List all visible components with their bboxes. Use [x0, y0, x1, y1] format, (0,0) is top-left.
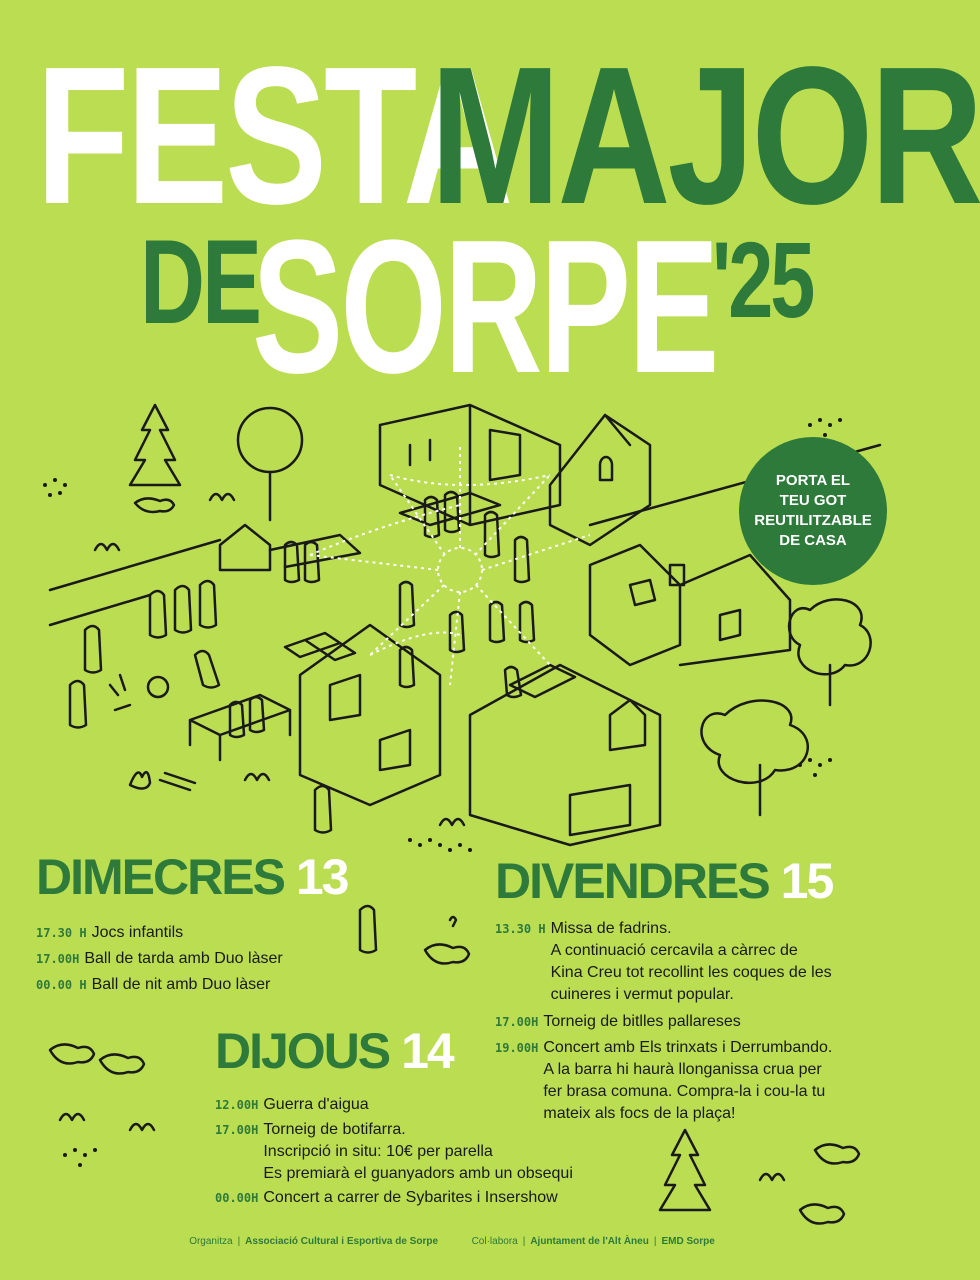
badge-line: PORTA EL — [775, 472, 851, 489]
title-de: DE — [140, 215, 260, 349]
event-time: 00.00H — [215, 1191, 259, 1205]
colabora-name-1: Ajuntament de l'Alt Àneu — [530, 1236, 649, 1247]
event-time: 17.00H — [215, 1123, 259, 1137]
event-line: Torneig de botifarra. — [263, 1121, 406, 1138]
event-line: Concert a carrer de Sybarites i Insershow — [263, 1189, 558, 1206]
event-line: Torneig de bitlles pallareses — [543, 1013, 741, 1030]
event-line: fer brasa comuna. Compra-la i cou-la tu — [543, 1083, 826, 1100]
footer-credits: Organitza | Associació Cultural i Esportiva de Sorpe Col·labora | Ajuntament de l'Alt Àneu | EMD Sorpe — [189, 1236, 715, 1247]
day-name: DIVENDRES — [495, 853, 769, 909]
event-line: A la barra hi haurà llonganissa crua per — [543, 1061, 822, 1078]
event-line: Ball de tarda amb Duo làser — [84, 950, 283, 967]
organitza-label: Organitza — [189, 1236, 233, 1247]
event-time: 19.00H — [495, 1041, 539, 1055]
day-name: DIJOUS — [215, 1023, 390, 1079]
colabora-name-2: EMD Sorpe — [661, 1236, 715, 1247]
badge-line: TEU GOT — [779, 492, 847, 509]
event-line: A continuació cercavila a càrrec de — [550, 942, 798, 959]
event-line: Guerra d'aigua — [263, 1096, 369, 1113]
event-line: cuineres i vermut popular. — [550, 986, 734, 1003]
day-number: 15 — [780, 853, 833, 909]
village-festival-illustration — [30, 385, 890, 855]
doodles-lower — [30, 880, 890, 1220]
event-line: Es premiarà el guanyadors amb un obsequi — [263, 1165, 573, 1182]
badge-line: REUTILITZABLE — [754, 512, 872, 529]
event-line: Kina Creu tot recollint les coques de les — [550, 964, 832, 981]
event-time: 17.00H — [36, 952, 80, 966]
event-time: 13.30 H — [495, 922, 546, 936]
title-year: '25 — [712, 219, 813, 340]
colabora-label: Col·labora — [471, 1236, 518, 1247]
event-time: 17.00H — [495, 1015, 539, 1029]
event-line: Ball de nit amb Duo làser — [91, 976, 271, 993]
reusable-cup-badge — [739, 437, 887, 585]
event-line: Missa de fadrins. — [550, 920, 672, 937]
badge-line: DE CASA — [779, 532, 847, 549]
day-number: 14 — [401, 1023, 453, 1079]
event-line: Inscripció in situ: 10€ per parella — [263, 1143, 493, 1160]
event-time: 00.00 H — [36, 978, 87, 992]
event-line: Concert amb Els trinxats i Derrumbando. — [543, 1039, 833, 1056]
day-name: DIMECRES — [36, 849, 284, 905]
event-line: Jocs infantils — [91, 924, 184, 941]
event-time: 17.30 H — [36, 926, 87, 940]
event-time: 12.00H — [215, 1098, 259, 1112]
day-number: 13 — [295, 849, 348, 905]
title-sorpe: SORPE — [252, 201, 717, 413]
event-line: mateix als focs de la plaça! — [543, 1105, 736, 1122]
organitza-name: Associació Cultural i Esportiva de Sorpe — [245, 1236, 439, 1247]
title-major: MAJOR — [430, 26, 980, 245]
title-festa: FESTA — [36, 26, 511, 245]
